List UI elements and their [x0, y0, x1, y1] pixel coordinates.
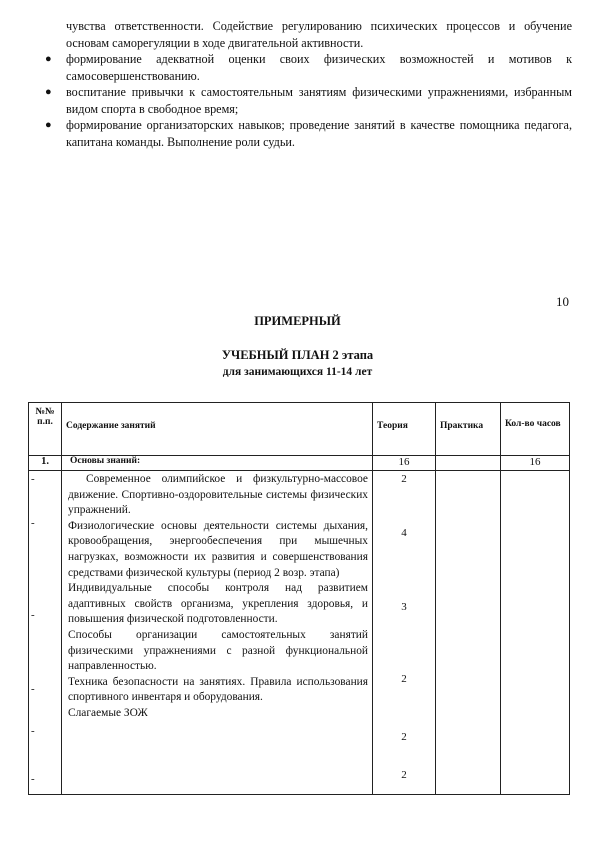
practice-cell — [436, 471, 501, 795]
curriculum-table — [28, 402, 570, 795]
theory-hours: 2 — [401, 731, 407, 743]
heading-line-2: УЧЕБНЫЙ ПЛАН 2 этапа — [221, 348, 374, 362]
theory-hours: 2 — [401, 473, 407, 485]
theory-cell — [373, 471, 436, 795]
bullet-icon: ● — [45, 86, 52, 98]
item-marker: - — [31, 773, 35, 785]
table-header-row — [29, 403, 570, 456]
topic-text: Техника безопасности на занятиях. Правила использования спортивного инвентаря и оборудования. — [68, 675, 368, 704]
item-marker: - — [31, 517, 35, 529]
section-row — [29, 456, 570, 471]
header-num: №№ п.п. — [29, 403, 62, 456]
topics-row — [29, 471, 570, 795]
topic-text: Современное олимпийское и физкультурно-массовое движение. Спортивно-оздоровительные системы физических упражнений. — [68, 473, 368, 517]
intro-continuation: чувства ответственности. Содействие регулированию психических процессов и обучение основам саморегуляции в ходе двигательной активности. — [66, 19, 572, 50]
header-hours: Кол-во часов — [501, 403, 570, 456]
heading-line-1: ПРИМЕРНЫЙ — [254, 314, 341, 328]
item-marker: - — [31, 609, 35, 621]
goal-item: ● формирование организаторских навыков; проведение занятий в качестве помощника педагога, капитана команды. Выполнение роли судьи. — [45, 118, 572, 149]
header-practice: Практика — [436, 403, 501, 456]
goals-list — [45, 51, 572, 150]
hours-cell — [501, 471, 570, 795]
topic-text: Способы организации самостоятельных занятий физическими упражнениями с разной функциональной направленностью. — [68, 628, 368, 673]
heading-line-3: для занимающихся 11-14 лет — [222, 366, 373, 378]
markers-cell — [29, 471, 62, 795]
goal-item: ● формирование адекватной оценки своих физических возможностей и мотивов к самосовершенствованию. — [45, 52, 572, 83]
item-marker: - — [31, 473, 35, 485]
goal-item: ● воспитание привычки к самостоятельным занятиям физическими упражнениями, избранным видом спорта в свободное время; — [45, 85, 572, 116]
theory-hours: 4 — [401, 527, 407, 539]
item-marker: - — [31, 725, 35, 737]
page-number: 10 — [556, 294, 569, 309]
intro-text — [45, 18, 572, 150]
bullet-icon: ● — [45, 53, 52, 65]
topic-text: Индивидуальные способы контроля над развитием адаптивных свойств организма, укрепления здоровья, и повышения физической подготовленности. — [68, 582, 368, 626]
section-hours: 16 — [501, 456, 570, 471]
topic-text: Слагаемые ЗОЖ — [68, 706, 148, 719]
theory-hours: 2 — [401, 673, 407, 685]
theory-hours: 3 — [401, 601, 407, 613]
section-num: 1. — [29, 456, 62, 471]
header-content: Содержание занятий — [62, 403, 373, 456]
bullet-icon: ● — [45, 119, 52, 131]
section-practice — [436, 456, 501, 471]
header-theory: Теория — [373, 403, 436, 456]
item-marker: - — [31, 683, 35, 695]
topics-cell — [62, 471, 373, 795]
section-theory: 16 — [373, 456, 436, 471]
topic-text: Физиологические основы деятельности системы дыхания, кровообращения, энергообеспечения при мышечных нагрузках, возможности их развития и совершенствования средствами физической культуры (период 2 возр. этапа) — [68, 519, 368, 579]
theory-hours: 2 — [401, 769, 407, 781]
section-title: Основы знаний: — [62, 456, 373, 471]
